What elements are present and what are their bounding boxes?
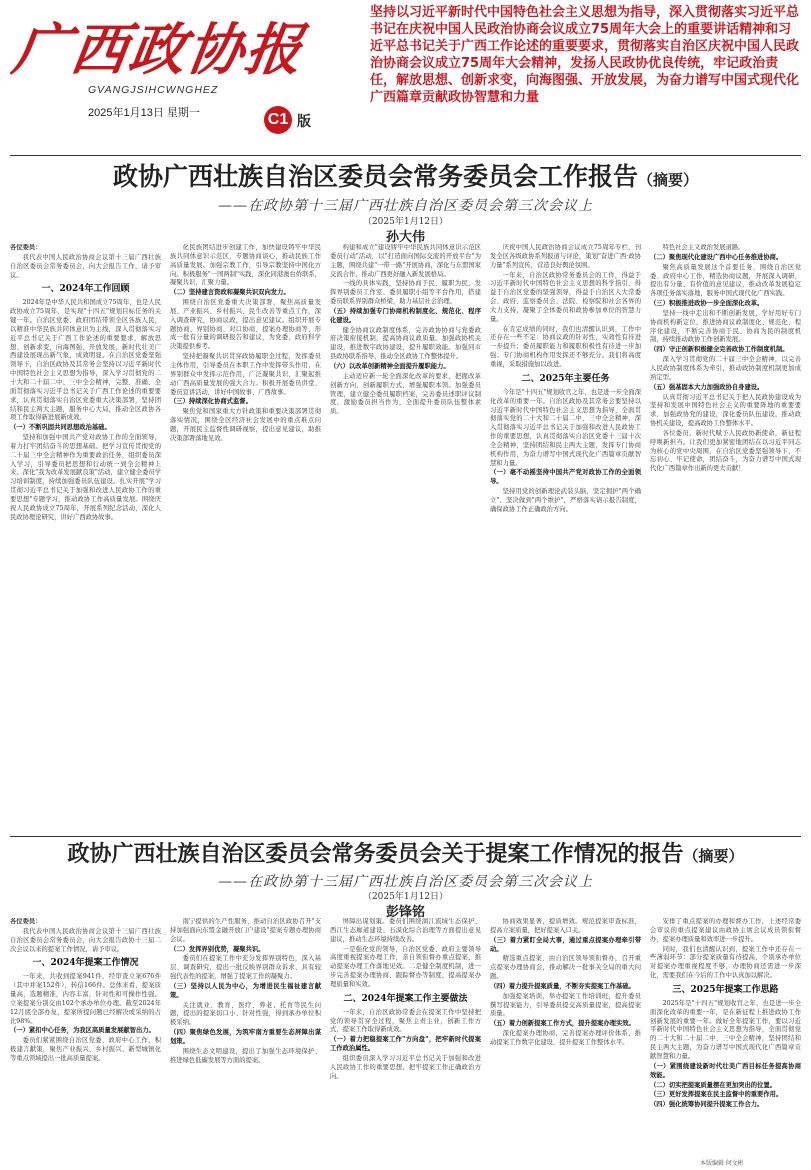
report1-date: （2025年1月12日） — [362, 217, 449, 227]
paragraph: 聚焦党和国家重大方针政策和重要决策部署贯彻落实情况，围绕全区经济社会发展中的重点难点问题，开展民主监督性调研视察，提出意见建议，助推决策部署落地见效。 — [170, 408, 321, 442]
report2-title-text: 政协广西壮族自治区委员会常务委员会关于提案工作情况的报告 — [67, 842, 684, 867]
report1-title-text: 政协广西壮族自治区委员会常务委员会工作报告 — [112, 162, 638, 191]
subsection-heading: （二）发挥界别优势，凝聚共识。 — [170, 945, 265, 953]
paragraph: 主动适应新一轮全面深化改革的要求，把握改革创新方向，创新履职方式，增强履职本领。加强委员管理，建立健全委员履职档案，完善委员述职评议制度，激励委员担当作为，全面提升委员队伍整体素质。 — [330, 372, 481, 416]
report2-subtitle: ——在政协第十三届广西壮族自治区委员会第三次会议上 — [218, 874, 593, 890]
subsection-heading: （五）强基固本大力加强政协自身建设。 — [650, 383, 764, 391]
subsection-heading: （五）持续加强专门协商机构制度化、规范化、程序化建设。 — [330, 307, 481, 324]
list-item: （二）切实把提案质量摆在更加突出的位置。 — [650, 1081, 776, 1089]
paragraph: 一年来，共收到提案941件，经审查立案676件（其中并案152件），转信166件。总体来看，提案质量高，选题精准，内容丰富，针对性和可操作性强。立案提案分别交由102个承办单位办理。截至2024年12月底全部办复，提案所提问题已经解决或采纳的占比98%。 — [10, 973, 161, 1025]
masthead-rule — [10, 155, 801, 156]
list-item: （三）更好发挥提案在民主监督中的重要作用。 — [650, 1091, 783, 1099]
closing-paragraph: 各位委员，新时代赋予人民政协新使命，新征程呼唤新担当。让我们更加紧密地团结在以习近平同志为核心的党中央周围，在自治区党委坚强领导下，不忘初心、牢记使命，团结奋斗，为奋力谱写中国式现代化广西篇章作出新的更大贡献！ — [650, 429, 801, 473]
subsection-heading: （一）着力把稳提案工作"方向盘"，把牢新时代提案工作政治属性。 — [330, 1036, 481, 1053]
greeting: 各位委员： — [10, 918, 42, 925]
paragraph: 精选重点提案，由自治区领导领衔督办，召开重点提案办理协商会，推动解决一批事关全局的重大问题。 — [490, 955, 641, 981]
report1-column-2 — [170, 244, 321, 832]
subsection-heading: （四）守正创新积极健全完善政协工作制度机制。 — [650, 346, 789, 354]
editor-credit: 本版编辑 何文彬 — [700, 1161, 744, 1167]
paragraph: 一是强化党的领导，自治区党委、政府主要领导高度重视提案办理工作，亲自领衔督办重点提案，推动提案办理工作落地见效。二是健全制度机制，进一步完善提案办理协商、跟踪督办等制度，提高提案办理质量和实效。 — [330, 945, 481, 988]
paragraph: 坚持一线中走出和不断创新发展，学好用好专门协商机构新定位，推进协商议政制度化、规范化、程序化建设，不断完善协商于民、协商为民的制度机制，持续推动政协工作创新发展。 — [650, 309, 801, 344]
paragraph: 认真贯彻习近平总书记关于把人民政协建设成为坚持和发展中国特色社会主义的重要阵地的重要要求，加强政协党的建设，深化委员队伍建设，推动政协机关建设，提高政协工作整体水平。 — [650, 393, 801, 428]
report2-column-1 — [10, 918, 161, 1156]
subsection-heading: （五）着力创新提案工作方式，提升提案办理实效。 — [490, 1020, 635, 1028]
report2-column-3 — [330, 918, 481, 1156]
subsection-heading: （一）毫不动摇坚持中国共产党对政协工作的全面领导。 — [490, 469, 641, 486]
list-item: （一）紧围绕建设新时代壮美广西目标任务提高协商效能。 — [650, 1062, 801, 1079]
report1-title — [0, 160, 811, 197]
subsection-heading: （四）聚焦绿色发展，为筑牢南方重要生态屏障出谋划策。 — [170, 1029, 321, 1045]
report2-column-5 — [650, 918, 801, 1156]
report2-body — [10, 918, 801, 1156]
report2-title — [0, 840, 811, 871]
newspaper-logo: 广西政协报 — [8, 17, 309, 83]
paragraph: 委员们在提案工作中充分发挥界别特色，深入基层、调查研究，提出一批反映界别群众诉求、具有较强代表性的提案，增强了提案工作的凝聚力。 — [170, 955, 321, 981]
subsection-heading: （六）以改革创新精神全面提升履职能力。 — [330, 362, 450, 370]
paragraph: 坚持把凝聚共识贯穿政协履职全过程，发挥委员主体作用，引导委员在本职工作中发挥带头作用，在界别群众中发挥示范作用，广泛凝聚共识，汇聚起推动广西高质量发展的强大合力。积极开展委员讲堂、委员宣讲活动，讲好中国故事、广西故事。 — [170, 353, 321, 396]
paragraph: 特色社会主义政治发展道路。 — [662, 244, 745, 251]
paragraph: 围绕自治区党委重大决策部署，聚焦高质量发展、产业振兴、乡村振兴、民生改善等重点工作，深入调查研究，协商议政，提出意见建议。组织开展专题协商、界别协商、对口协商、提案办理协商等，形成一批有分量的调研报告和建议，为党委、政府科学决策提供参考。 — [170, 299, 321, 351]
paragraph: 加强提案培训，举办提案工作培训班，提升委员撰写提案能力，引导委员提交高质量提案，提高提案质量。 — [490, 992, 641, 1018]
section-heading: 二、2025年主要任务 — [521, 373, 610, 384]
paragraph: 2024年是中华人民共和国成立75周年，也是人民政协成立75周年，是实现"十四五"规划目标任务的关键一年。自治区党委、政府团结带领全区各族人民，以精准中华民族共同体意识为主线，深入贯彻落实习近平总书记关于广西工作论述的重要要求，解放思想、创新求变，向海图强、开放发展，新时代壮美广西建设展现出新气象，成效明显。在自治区党委坚强领导下，自治区政协及其常务会坚持以习近平新时代中国特色社会主义思想为指导，深入学习贯彻党的二十大和二十届二中、三中全会精神，完整、准确、全面贯彻落实习近平总书记关于广西工作论述的重要要求，认真贯彻落实自治区党委重大决策部署，坚持团结和民主两大主题，服务中心大局，推动全区政协各项工作取得新进展新成效。 — [10, 299, 161, 422]
greeting: 各位委员： — [10, 244, 42, 251]
subsection-heading: （三）坚持以人民为中心，为增进民生福祉建言献策。 — [170, 982, 321, 999]
paragraph: 坚持和加强中国共产党对政协工作的全面领导，着力打牢团结奋斗的思想基础。把学习宣传贯彻党的二十届三中全会精神作为重要政治任务，组织委员深入学习，引导委员把思想和行动统一到全会精神上来。深化"我为改革发展献良策"活动，建立健全委员学习培训制度，持续加强委员队伍建设。扎实开展"学习贯彻习近平总书记关于加强和改进人民政协工作的重要思想"专题学习，推动政协工作高质量发展。围绕庆祝人民政协成立75周年，开展系列纪念活动，深化人民政协理论研究，讲好广西政协故事。 — [10, 434, 161, 521]
subsection-heading: （四）着力提升提案质量，不断夯实提案工作基础。 — [490, 982, 635, 990]
paragraph: 构建和成立"建设铸牢中华民族共同体意识示范区 委员行动"活动，以"打造面向国际交流的开放平台"为主题，围绕共建"一带一路"开展协商，深化与东盟国家交流合作，推动广西更好融入新发展格局。 — [330, 244, 481, 278]
edition-label: 版 — [297, 114, 311, 130]
paragraph: 2025年是"十四五"规划收官之年，也是进一步全面深化改革的重要一年，是在新征程上推进政协工作创新发展的重要一年。做好全年提案工作，要以习近平新时代中国特色社会主义思想为指导，全面贯彻党的二十大和二十届二中、三中全会精神，坚持团结和民主两大主题，为奋力谱写中国式现代化广西篇章贡献智慧和力量。 — [650, 999, 801, 1060]
list-item: （四）强化统筹协同提升提案工作合力。 — [650, 1101, 764, 1109]
paragraph: 在肯定成绩的同时，我们也清醒认识到，工作中还存在一些不足：协商议政的针对性、实效性有待进一步提升；委员履职能力和履职积极性有待进一步加强；专门协商机构作用发挥还不够充分。我们将高度重视，采取措施加以改进。 — [490, 325, 641, 368]
report2-column-2 — [170, 918, 321, 1156]
masthead — [0, 0, 811, 152]
paragraph: 今年是"十四五"规划收官之年，也是进一步全面深化改革的重要一年。自治区政协及其常务会要坚持以习近平新时代中国特色社会主义思想为指导，全面贯彻落实党的二十大和二十届二中、三中全会精神，深入贯彻落实习近平总书记关于加强和改进人民政协工作的重要思想，认真贯彻落实自治区党委十三届十次全会精神，坚持团结和民主两大主题，发挥专门协商机构作用，为奋力谱写中国式现代化广西篇章贡献智慧和力量。 — [490, 388, 641, 467]
section-heading: 二、2024年提案工作主要做法 — [343, 993, 468, 1004]
paragraph: 同时，我们也清醒认识到，提案工作中还存在一些薄弱环节：部分提案质量有待提高，个别承办单位对提案办理重视程度不够，办理协商还需进一步深化，需要我们在今后的工作中认真加以解决。 — [650, 945, 801, 980]
paragraph: 南宁提供的生产性服务，推动自治区政协召开"支持加强面向东盟金融开放门户建设"提案专题办理协商会议。 — [170, 918, 321, 943]
paragraph: 一年来，自治区政协常务委员会的工作，得益于习近平新时代中国特色社会主义思想的科学指引，得益于自治区党委的坚强领导，得益于自治区人大常委会、政府、监察委员会、法院、检察院和社会各界的大力支持，凝聚了全体委员和政协参加单位的智慧力量。 — [490, 271, 641, 323]
paragraph: 我代表中国人民政治协商会议第十三届广西壮族自治区委员会常务委员会，向大会报告工作，请予审议。 — [10, 253, 161, 279]
paragraph: 庆祝中国人民政治协商会议成立75周年专栏，刊发全区各级政协系列报道与评论，策划"奋进广西·政协力量"系列宣传，营造良好舆论氛围。 — [490, 244, 641, 269]
section-divider — [10, 836, 801, 837]
subsection-heading: （三）持续深化协商式监督。 — [170, 398, 252, 406]
report1-body — [10, 244, 801, 832]
paragraph: 化民族团结进步创建工作，加快建设铸牢中华民族共同体意识示范区，专题协商谈心，推动民族工作高质量发展。加强宗教工作，引导宗教坚持中国化方向。积极服务"一国两制"实践，深化同港澳台侨联系，凝聚共识，汇聚力量。 — [170, 244, 321, 287]
report2-author: 彭锋铭 — [385, 905, 425, 920]
paragraph: 委员们紧紧围绕自治区党委、政府中心工作，积极建言献策，聚焦产业振兴、乡村振兴、新型城镇化等重点领域提出一批高质量提案。 — [10, 1037, 161, 1062]
report1-author: 孙大伟 — [385, 230, 425, 245]
subsection-heading: （二）聚焦现代化建设广西中心任务推进协商。 — [650, 253, 783, 261]
paragraph: 围绕生态文明建设，提出了加强生态环境保护、推进绿色低碳发展等方面的提案。 — [170, 1047, 321, 1064]
section-heading: 三、2025年提案工作思路 — [672, 984, 779, 995]
paragraph: 安排了重点提案的办理和督办工作，上述经常委会审议的重点提案建议由政协主席会议成员领衔督办，提案办理质量和效率进一步提升。 — [650, 918, 801, 943]
masthead-slogan: 坚持以习近平新时代中国特色社会主义思想为指导，深入贯彻落实习近平总书记在庆祝中国人民政治协商会议成立75周年大会上的重要讲话精神和习近平总书记关于广西工作论述的重要要求，贯彻落实自治区庆祝中国人民政治协商会议成立75周年大会精神，发扬人民政协优良传统，牢记政治责任，解放思想、创新求变，向海图强、开放发展，为奋力谱写中国式现代化广西篇章贡献政协智慧和力量 — [370, 5, 800, 105]
report1-column-4 — [490, 244, 641, 832]
report1-abstract-mark: （摘要） — [638, 171, 699, 189]
report2-date: （2025年1月12日） — [362, 892, 449, 902]
paragraph: 健全协商议政制度体系，完善政协协商与党委政府决策衔接机制，提高协商议政质量。加强政协机关建设，推进数字政协建设，提升履职效能。加强同市县政协联系指导，推动全区政协工作整体提升。 — [330, 326, 481, 361]
report2-column-4 — [490, 918, 641, 1156]
subsection-heading: （二）坚持建言资政和凝聚共识双向发力。 — [170, 289, 290, 297]
subsection-heading: （三）积极推进政协一步全面深化改革。 — [650, 300, 764, 308]
paragraph: 一年来，自治区政协常委会在提案工作中坚持把党的领导贯穿全过程，聚焦主责主业，创新工作方式，提案工作取得新成效。 — [330, 1008, 481, 1034]
subsection-heading: （三）着力紧盯全局大事，通过重点提案办理牵引带动。 — [490, 936, 641, 953]
section-heading: 一、2024年工作回顾 — [41, 284, 130, 295]
paragraph: 屏障出谋划策。委员们围绕漓江流域生态保护、西江生态廊道建设、石漠化综合治理等方面提出意见建议，推动生态环境持续改善。 — [330, 918, 481, 943]
issue-date: 2025年1月13日 星期一 — [88, 107, 200, 119]
paragraph: 组织委员深入学习习近平总书记关于加强和改进人民政协工作的重要思想，把牢提案工作正确政治方向。 — [330, 1054, 481, 1080]
newspaper-pinyin: GVANGJSIHCWNGHEZ — [88, 84, 219, 96]
paragraph: 坚持用党的创新理论武装头脑，坚定拥护"两个确立"、坚决做到"两个维护"，严格落实请示报告制度，确保政协工作正确政治方向。 — [490, 488, 641, 513]
paragraph: 关注就业、教育、医疗、养老、托育等民生问题，提出的提案切口小、针对性强，得到承办单位积极采纳。 — [170, 1001, 321, 1027]
report1-subtitle: ——在政协第十三届广西壮族自治区委员会第三次会议上 — [218, 198, 593, 214]
paragraph: 我代表中国人民政治协商会议第十三届广西壮族自治区委员会常务委员会，向大会报告政协十三届二次会议以来的提案工作情况，请予审议。 — [10, 927, 161, 953]
paragraph: 聚焦高质量发展这个首要任务，围绕自治区党委、政府中心工作，精选协商议题，开展深入调研，提出有分量、有价值的意见建议，推动改革发展稳定各项任务落实落地，服务中国式现代化广西实践。 — [650, 263, 801, 298]
section-heading: 一、2024年提案工作情况 — [32, 958, 139, 969]
report1-column-5 — [650, 244, 801, 832]
report2-abstract-mark: （摘要） — [683, 847, 744, 865]
subsection-heading: （一）紧扣中心任务，为我区高质量发展献智出力。 — [10, 1027, 155, 1035]
report1-column-1 — [10, 244, 161, 832]
report1-column-3 — [330, 244, 481, 832]
paragraph: 一线的具体实践，坚持协商于民、履职为民，发挥界别委员工作室、委员履职小组等平台作用，搭建委员联系界别群众桥梁，助力基层社会治理。 — [330, 280, 481, 306]
edition-badge: C1 — [264, 106, 292, 134]
paragraph: 协商效果显著，提质增效。规范提案审查标准，提高立案质量，把好提案入口关。 — [490, 918, 641, 934]
paragraph: 深入学习贯彻党的二十届三中全会精神，以完善人民政协制度体系为牵引，推动政协制度机制更加成熟定型。 — [650, 356, 801, 381]
paragraph: 深化提案办理协商，完善提案办理评价体系，推动提案工作数字化建设，提升提案工作整体水平。 — [490, 1030, 641, 1046]
subsection-heading: （一）不断巩固共同思想政治基础。 — [10, 424, 111, 432]
